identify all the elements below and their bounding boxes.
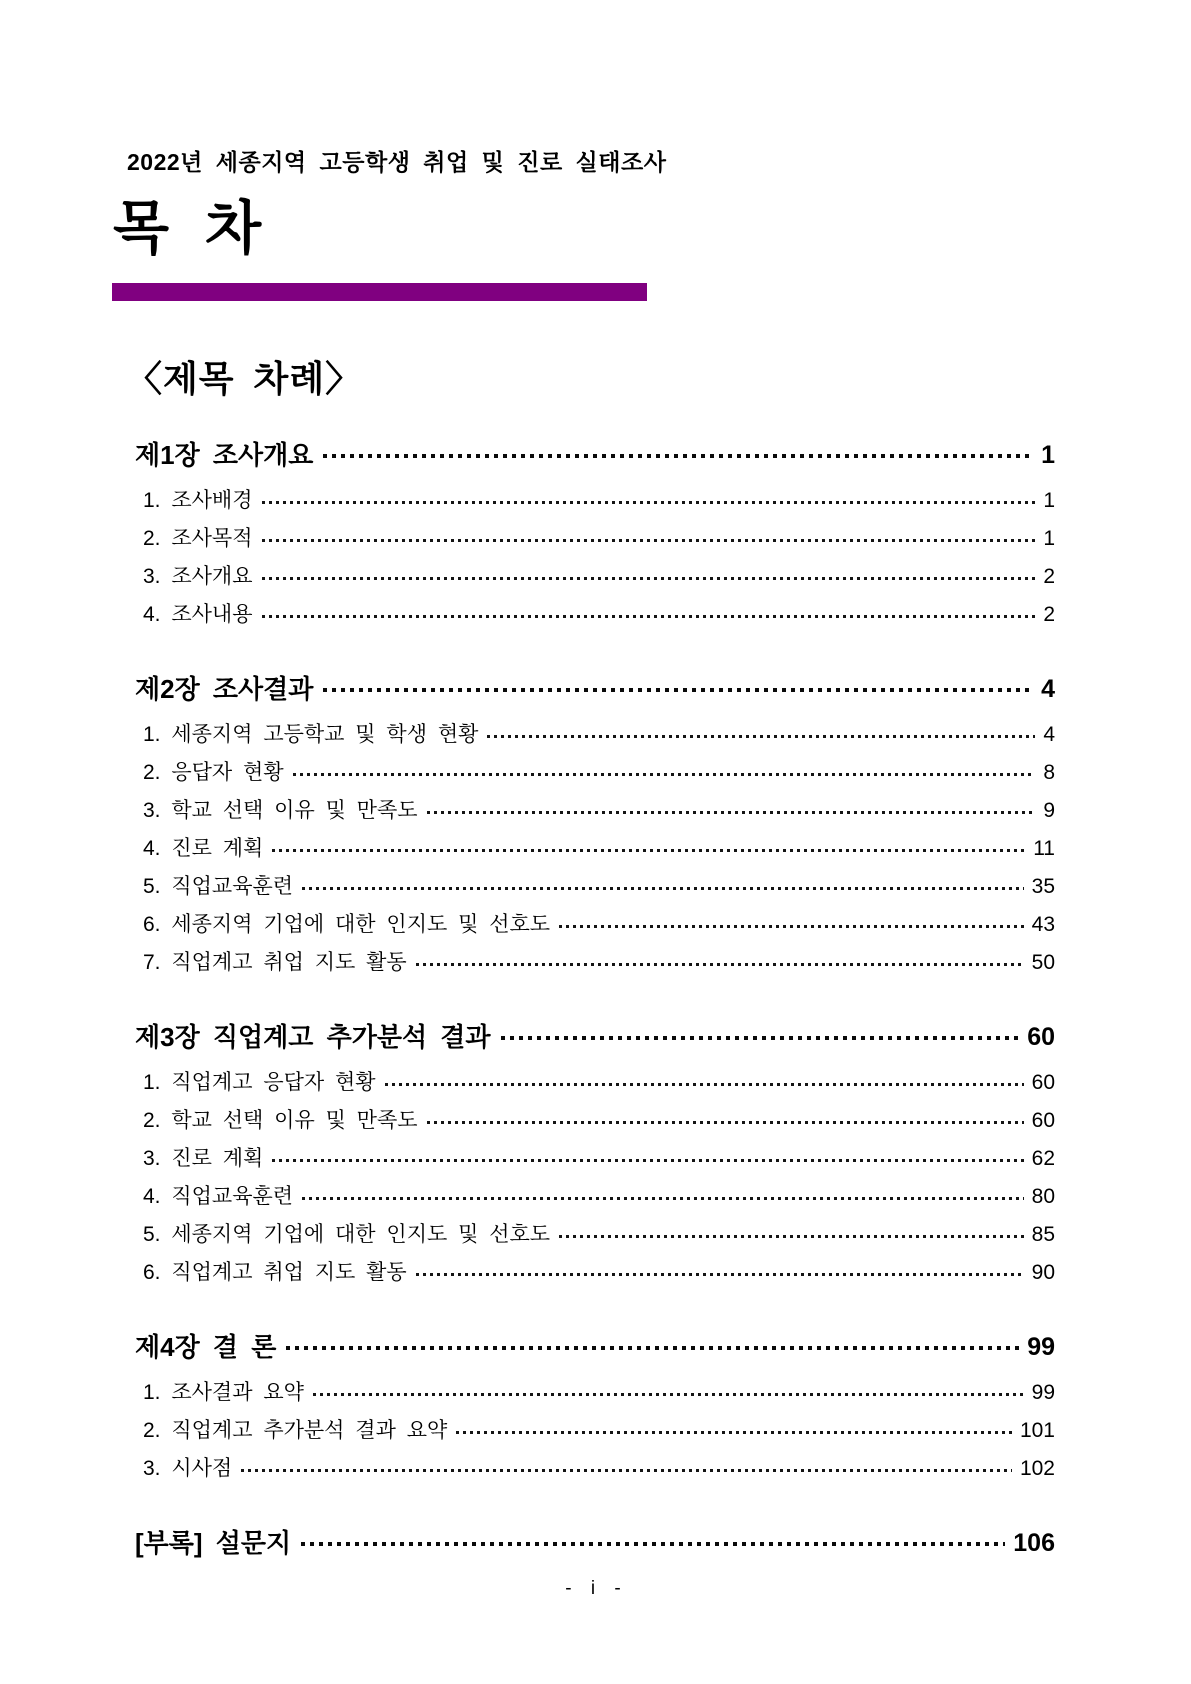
dot-leader [286, 1346, 1019, 1350]
toc-item-label: 1. 조사결과 요약 [143, 1381, 304, 1404]
dot-leader [313, 1393, 1024, 1396]
toc-chapter [126, 1526, 1055, 1560]
dot-leader [456, 1431, 1012, 1434]
toc-item-row [126, 754, 1055, 792]
toc-chapter-items [126, 1374, 1055, 1488]
dot-leader [262, 615, 1036, 618]
dot-leader [302, 887, 1024, 890]
toc-chapter-label: 제1장 조사개요 [135, 440, 314, 470]
toc-item-page: 90 [1031, 1261, 1055, 1284]
toc-chapter-page: 60 [1027, 1023, 1055, 1051]
toc-chapter-label: [부록] 설문지 [135, 1528, 292, 1558]
toc-item-label: 2. 학교 선택 이유 및 만족도 [143, 1109, 418, 1132]
dot-leader [427, 1121, 1024, 1124]
dot-leader [427, 811, 1036, 814]
toc-item-label: 1. 직업계고 응답자 현황 [143, 1071, 376, 1094]
toc-item-label: 4. 조사내용 [143, 603, 253, 626]
toc-item-row [126, 520, 1055, 558]
toc-item-page: 8 [1043, 761, 1055, 784]
dot-leader [241, 1469, 1012, 1472]
toc-item-label: 7. 직업계고 취업 지도 활동 [143, 951, 407, 974]
dot-leader [487, 735, 1035, 738]
toc-item-label: 2. 조사목적 [143, 527, 253, 550]
toc-item-label: 2. 직업계고 추가분석 결과 요약 [143, 1419, 448, 1442]
toc-item-label: 3. 진로 계획 [143, 1147, 264, 1170]
toc-item-label: 4. 직업교육훈련 [143, 1185, 294, 1208]
toc-item-page: 1 [1043, 489, 1055, 512]
toc-chapter-row [126, 1330, 1055, 1364]
toc-item-row [126, 944, 1055, 982]
toc-item-page: 43 [1031, 913, 1055, 936]
toc-item-row [126, 868, 1055, 906]
toc-item-label: 5. 직업교육훈련 [143, 875, 294, 898]
toc-item-label: 5. 세종지역 기업에 대한 인지도 및 선호도 [143, 1223, 551, 1246]
toc-item-page: 102 [1019, 1457, 1055, 1480]
toc-chapter-page: 1 [1041, 441, 1055, 469]
dot-leader [302, 1197, 1024, 1200]
toc [126, 438, 1055, 1560]
toc-chapter-items [126, 716, 1055, 982]
toc-section-heading: 〈제목 차례〉 [126, 358, 363, 399]
report-title-header: 2022년 세종지역 고등학생 취업 및 진로 실태조사 [127, 149, 667, 175]
dot-leader [272, 849, 1025, 852]
toc-chapter-label: 제4장 결 론 [135, 1332, 277, 1362]
toc-item-page: 101 [1019, 1419, 1055, 1442]
toc-item-page: 2 [1043, 603, 1055, 626]
toc-item-label: 4. 진로 계획 [143, 837, 264, 860]
dot-leader [501, 1036, 1020, 1040]
toc-item-label: 6. 세종지역 기업에 대한 인지도 및 선호도 [143, 913, 551, 936]
toc-chapter-row [126, 672, 1055, 706]
toc-item-page: 11 [1033, 837, 1055, 860]
toc-item-row [126, 1450, 1055, 1488]
toc-chapter-label: 제3장 직업계고 추가분석 결과 [135, 1022, 491, 1052]
toc-item-row [126, 1412, 1055, 1450]
dot-leader [262, 577, 1036, 580]
toc-item-page: 50 [1031, 951, 1055, 974]
toc-chapter-row [126, 438, 1055, 472]
toc-item-page: 1 [1043, 527, 1055, 550]
toc-item-row [126, 1178, 1055, 1216]
toc-chapter [126, 1020, 1055, 1292]
toc-item-label: 6. 직업계고 취업 지도 활동 [143, 1261, 407, 1284]
dot-leader [559, 1235, 1024, 1238]
dot-leader [416, 1273, 1024, 1276]
toc-item-label: 3. 조사개요 [143, 565, 253, 588]
toc-item-page: 9 [1043, 799, 1055, 822]
toc-chapter-label: 제2장 조사결과 [135, 674, 314, 704]
toc-item-row [126, 1374, 1055, 1412]
toc-item-row [126, 596, 1055, 634]
toc-item-page: 99 [1031, 1381, 1055, 1404]
dot-leader [301, 1542, 1005, 1546]
toc-item-row [126, 558, 1055, 596]
dot-leader [262, 539, 1036, 542]
toc-chapter-row [126, 1526, 1055, 1560]
toc-item-page: 4 [1043, 723, 1055, 746]
dot-leader [323, 688, 1033, 692]
dot-leader [323, 454, 1033, 458]
page-number-footer: - i - [565, 1578, 626, 1599]
dot-leader [272, 1159, 1023, 1162]
toc-item-row [126, 792, 1055, 830]
toc-item-page: 85 [1031, 1223, 1055, 1246]
dot-leader [559, 925, 1024, 928]
toc-chapter-page: 99 [1027, 1333, 1055, 1361]
toc-chapter-items [126, 1064, 1055, 1292]
toc-chapter [126, 438, 1055, 634]
toc-chapter-page: 4 [1041, 675, 1055, 703]
page-title: 목 차 [113, 196, 272, 261]
toc-chapter [126, 1330, 1055, 1488]
accent-bar [112, 283, 647, 301]
toc-item-label: 1. 조사배경 [143, 489, 253, 512]
toc-chapter-page: 106 [1013, 1529, 1055, 1557]
dot-leader [293, 773, 1036, 776]
toc-item-page: 60 [1031, 1109, 1055, 1132]
toc-item-page: 2 [1043, 565, 1055, 588]
dot-leader [262, 501, 1036, 504]
toc-item-row [126, 1216, 1055, 1254]
toc-item-row [126, 830, 1055, 868]
toc-item-page: 35 [1031, 875, 1055, 898]
toc-item-row [126, 482, 1055, 520]
toc-item-label: 2. 응답자 현황 [143, 761, 284, 784]
toc-chapter-row [126, 1020, 1055, 1054]
toc-item-row [126, 1140, 1055, 1178]
toc-chapter-items [126, 482, 1055, 634]
toc-item-page: 62 [1031, 1147, 1055, 1170]
toc-chapter [126, 672, 1055, 982]
table-of-contents [126, 358, 1055, 1570]
toc-item-row [126, 1102, 1055, 1140]
toc-item-label: 3. 학교 선택 이유 및 만족도 [143, 799, 418, 822]
toc-item-page: 80 [1031, 1185, 1055, 1208]
dot-leader [416, 963, 1024, 966]
toc-item-row [126, 1254, 1055, 1292]
toc-item-page: 60 [1031, 1071, 1055, 1094]
dot-leader [385, 1083, 1024, 1086]
toc-item-row [126, 1064, 1055, 1102]
toc-item-label: 1. 세종지역 고등학교 및 학생 현황 [143, 723, 479, 746]
toc-item-label: 3. 시사점 [143, 1457, 233, 1480]
toc-item-row [126, 906, 1055, 944]
toc-item-row [126, 716, 1055, 754]
